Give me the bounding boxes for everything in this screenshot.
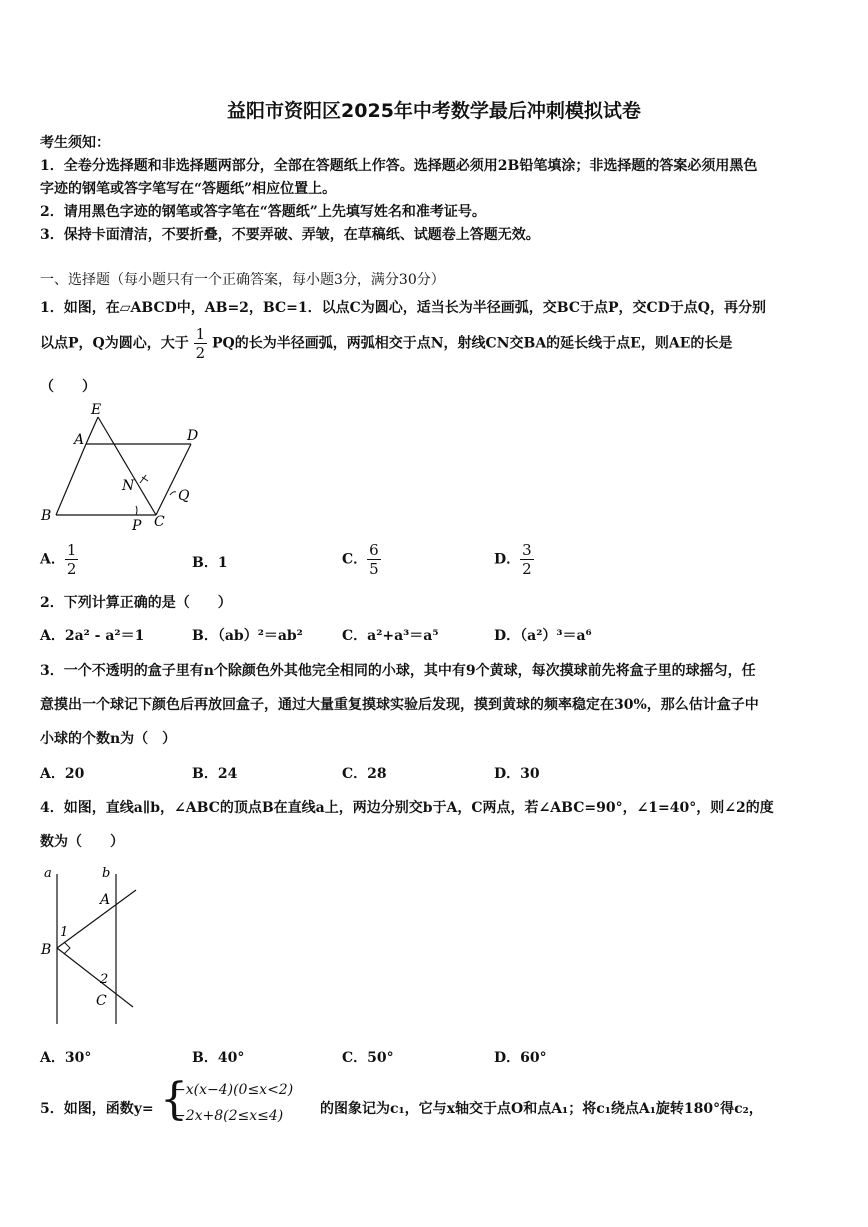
q2-option-b[interactable]: B．（ab）²＝ab² bbox=[192, 628, 303, 644]
q5-prefix: 5．如图，函数y= bbox=[40, 1101, 154, 1117]
page-title: 益阳市资阳区2025年中考数学最后冲刺模拟试卷 bbox=[227, 100, 641, 122]
q2-option-c[interactable]: C．a²+a³＝a⁵ bbox=[342, 628, 439, 644]
q1-line-1: 1．如图，在▱ABCD中，AB=2，BC=1．以点C为圆心，适当长为半径画弧，交BC于点P，交CD于点Q，再分别 bbox=[40, 300, 767, 316]
label-a: a bbox=[44, 866, 52, 881]
notice-item-3: 3．保持卡面清洁，不要折叠，不要弄破、弄皱，在草稿纸、试题卷上答题无效。 bbox=[40, 227, 540, 243]
q1-parallelogram-figure bbox=[36, 400, 216, 540]
q1-option-a[interactable]: A． $\frac{1}{2}$ bbox=[40, 541, 77, 578]
label-A: A bbox=[100, 892, 111, 908]
q5-brace: { bbox=[160, 1074, 188, 1125]
section-heading: 一、选择题（每小题只有一个正确答案，每小题3分，满分30分） bbox=[40, 272, 445, 288]
label-A: A bbox=[74, 432, 85, 448]
label-angle-2: 2 bbox=[100, 972, 109, 987]
label-B: B bbox=[41, 942, 52, 958]
q5-suffix: 的图象记为c₁，它与x轴交于点O和点A₁；将c₁绕点A₁旋转180°得c₂， bbox=[320, 1101, 763, 1117]
q3-option-c[interactable]: C．28 bbox=[342, 766, 387, 782]
notice-item-1: 1．全卷分选择题和非选择题两部分，全部在答题纸上作答。选择题必须用2B铅笔填涂；非选择题的答案必须用黑色 bbox=[40, 158, 758, 174]
q1-line-2a: 以点P，Q为圆心，大于 bbox=[40, 335, 189, 352]
q2-stem: 2．下列计算正确的是（ ） bbox=[40, 595, 232, 611]
q5-piece-2: −2x+8(2≤x≤4) bbox=[174, 1108, 284, 1124]
q4-option-c[interactable]: C．50° bbox=[342, 1050, 394, 1066]
q3-line-1: 3．一个不透明的盒子里有n个除颜色外其他完全相同的小球，其中有9个黄球，每次摸球前先将盒子里的球摇匀，任 bbox=[40, 663, 756, 679]
q1-line-3: （ ） bbox=[40, 379, 96, 395]
q4-line-2: 数为（ ） bbox=[40, 834, 124, 850]
q3-line-2: 意摸出一个球记下颜色后再放回盒子，通过大量重复摸球实验后发现，摸到黄球的频率稳定在30%，那么估计盒子中 bbox=[40, 697, 759, 713]
label-N: N bbox=[122, 478, 135, 494]
q1-line-2 bbox=[40, 325, 732, 362]
q4-option-d[interactable]: D．60° bbox=[494, 1050, 547, 1066]
q1-fraction: $\frac{1}{2}$ bbox=[195, 325, 206, 362]
label-E: E bbox=[91, 402, 102, 418]
q5-piece-1: −x(x−4)(0≤x<2) bbox=[174, 1082, 294, 1098]
q1-option-c[interactable]: C． $\frac{6}{5}$ bbox=[342, 541, 379, 578]
label-b: b bbox=[102, 866, 111, 881]
q1-line-2b: PQ的长为半径画弧，两弧相交于点N，射线CN交BA的延长线于点E，则AE的长是 bbox=[212, 335, 733, 352]
notice-item-1-cont: 字迹的钢笔或答字笔写在“答题纸”相应位置上。 bbox=[40, 181, 337, 197]
notice-heading: 考生须知： bbox=[40, 135, 110, 151]
label-C: C bbox=[96, 993, 107, 1009]
q2-option-d[interactable]: D．（a²）³＝a⁶ bbox=[494, 628, 592, 644]
q3-option-d[interactable]: D．30 bbox=[494, 766, 540, 782]
q1-option-b[interactable]: B．1 bbox=[192, 555, 228, 571]
q4-option-b[interactable]: B．40° bbox=[192, 1050, 245, 1066]
q1-option-d[interactable]: D． $\frac{3}{2}$ bbox=[494, 541, 532, 578]
q4-option-a[interactable]: A．30° bbox=[40, 1050, 92, 1066]
q3-option-a[interactable]: A．20 bbox=[40, 766, 85, 782]
label-angle-1: 1 bbox=[60, 925, 69, 940]
label-D: D bbox=[187, 428, 199, 444]
label-C: C bbox=[154, 514, 165, 530]
q3-option-b[interactable]: B．24 bbox=[192, 766, 238, 782]
q4-line-1: 4．如图，直线a∥b，∠ABC的顶点B在直线a上，两边分别交b于A，C两点，若∠ABC=90°，∠1=40°，则∠2的度 bbox=[40, 800, 774, 816]
label-Q: Q bbox=[178, 488, 190, 504]
notice-item-2: 2．请用黑色字迹的钢笔或答字笔在“答题纸”上先填写姓名和准考证号。 bbox=[40, 204, 486, 220]
label-B: B bbox=[41, 508, 52, 524]
q2-option-a[interactable]: A．2a² - a²＝1 bbox=[40, 628, 145, 644]
q3-line-3: 小球的个数n为（ ） bbox=[40, 731, 177, 747]
q4-parallel-lines-figure bbox=[38, 862, 148, 1032]
label-P: P bbox=[132, 518, 142, 534]
